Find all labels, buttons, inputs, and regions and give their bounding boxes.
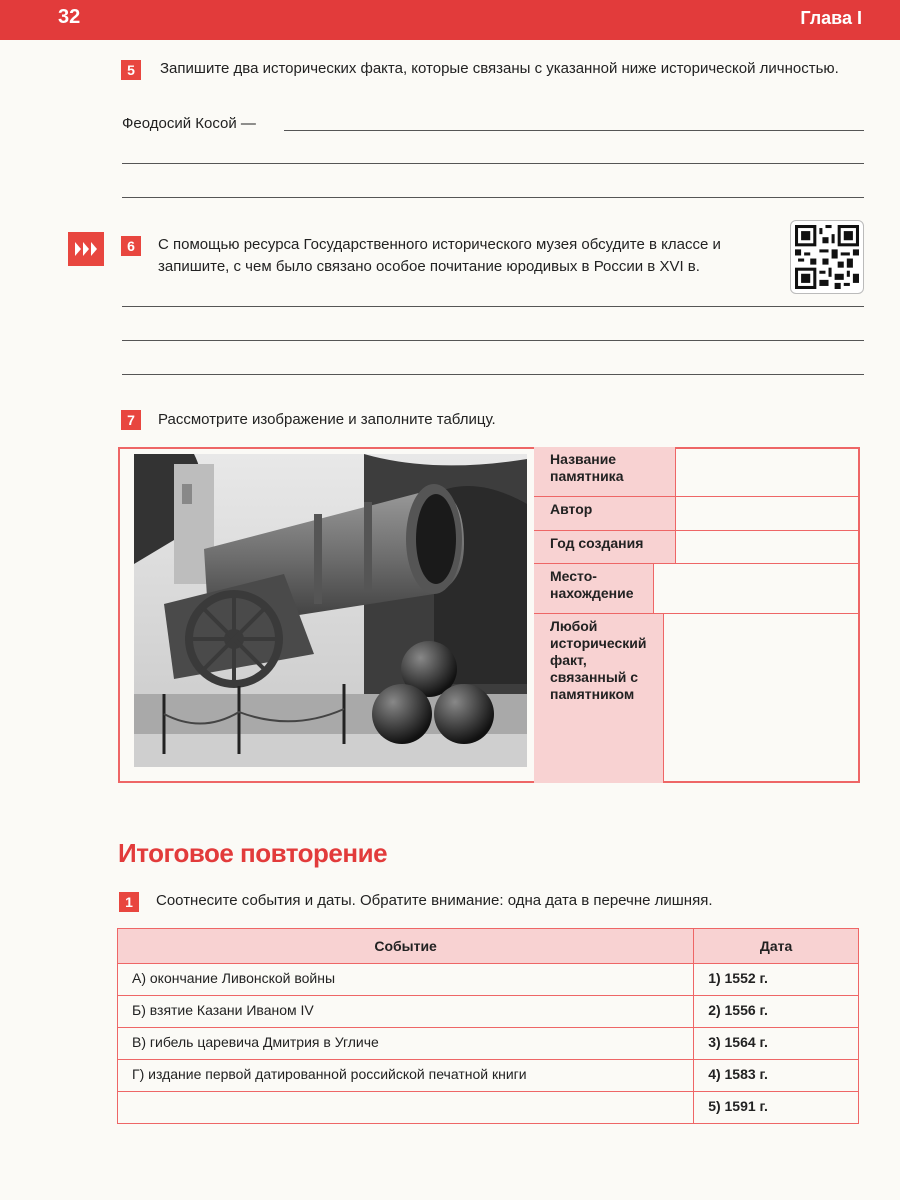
task6-text: С помощью ресурса Государственного исторического музея обсудите в классе и запишите, с чем было связано особое почитание юродивых в России в XVI в. [158,236,721,275]
task5-person: Феодосий Косой — [122,115,256,132]
date-cell: 2) 1556 г. [694,996,859,1028]
date-cell: 4) 1583 г. [694,1060,859,1092]
header-event: Событие [118,929,694,964]
chapter-title: Глава I [800,8,862,28]
answer-line[interactable] [284,130,864,131]
page-number: 32 [58,6,81,28]
answer-line[interactable] [122,340,864,341]
header-bar [0,0,900,40]
table-row [118,1060,859,1092]
row-label: Год создания [534,531,676,563]
date-cell: 1) 1552 г. [694,964,859,996]
date-cell: 5) 1591 г. [694,1092,859,1124]
qr-code-icon[interactable] [790,220,864,294]
task-number-badge: 1 [119,892,139,912]
header-date: Дата [694,929,859,964]
event-cell: Б) взятие Казани Иваном IV [118,996,694,1028]
table-row [118,996,859,1028]
tsar-cannon-photo [134,454,527,767]
table-row [118,1028,859,1060]
event-cell: Г) издание первой датированной российской печатной книги [118,1060,694,1092]
monument-row [534,564,860,614]
monument-row [534,497,860,531]
row-label: Название памятника [534,447,676,496]
event-cell: А) окончание Ливонской войны [118,964,694,996]
review-task1-text: Соотнесите события и даты. Обратите внимание: одна дата в перечне лишняя. [156,892,713,909]
answer-line[interactable] [122,374,864,375]
date-cell: 3) 1564 г. [694,1028,859,1060]
row-label: Место-нахождение [534,564,654,613]
task-number-badge: 6 [121,236,141,256]
answer-line[interactable] [122,306,864,307]
task7-text: Рассмотрите изображение и заполните таблицу. [158,411,496,428]
monument-row [534,531,860,564]
monument-row [534,614,860,783]
events-dates-table [117,928,859,1124]
event-cell [118,1092,694,1124]
row-label: Любой исторический факт, связанный с памятником [534,614,664,783]
task-number-badge: 5 [121,60,141,80]
answer-line[interactable] [122,197,864,198]
monument-row [534,447,860,497]
answer-line[interactable] [122,163,864,164]
fast-forward-icon [68,232,104,266]
row-label: Автор [534,497,676,530]
table-row [118,1092,859,1124]
section-title: Итоговое повторение [118,838,388,868]
task5-text: Запишите два исторических факта, которые связаны с указанной ниже исторической личностью. [160,60,839,77]
event-cell: В) гибель царевича Дмитрия в Угличе [118,1028,694,1060]
table-row [118,964,859,996]
task-number-badge: 7 [121,410,141,430]
